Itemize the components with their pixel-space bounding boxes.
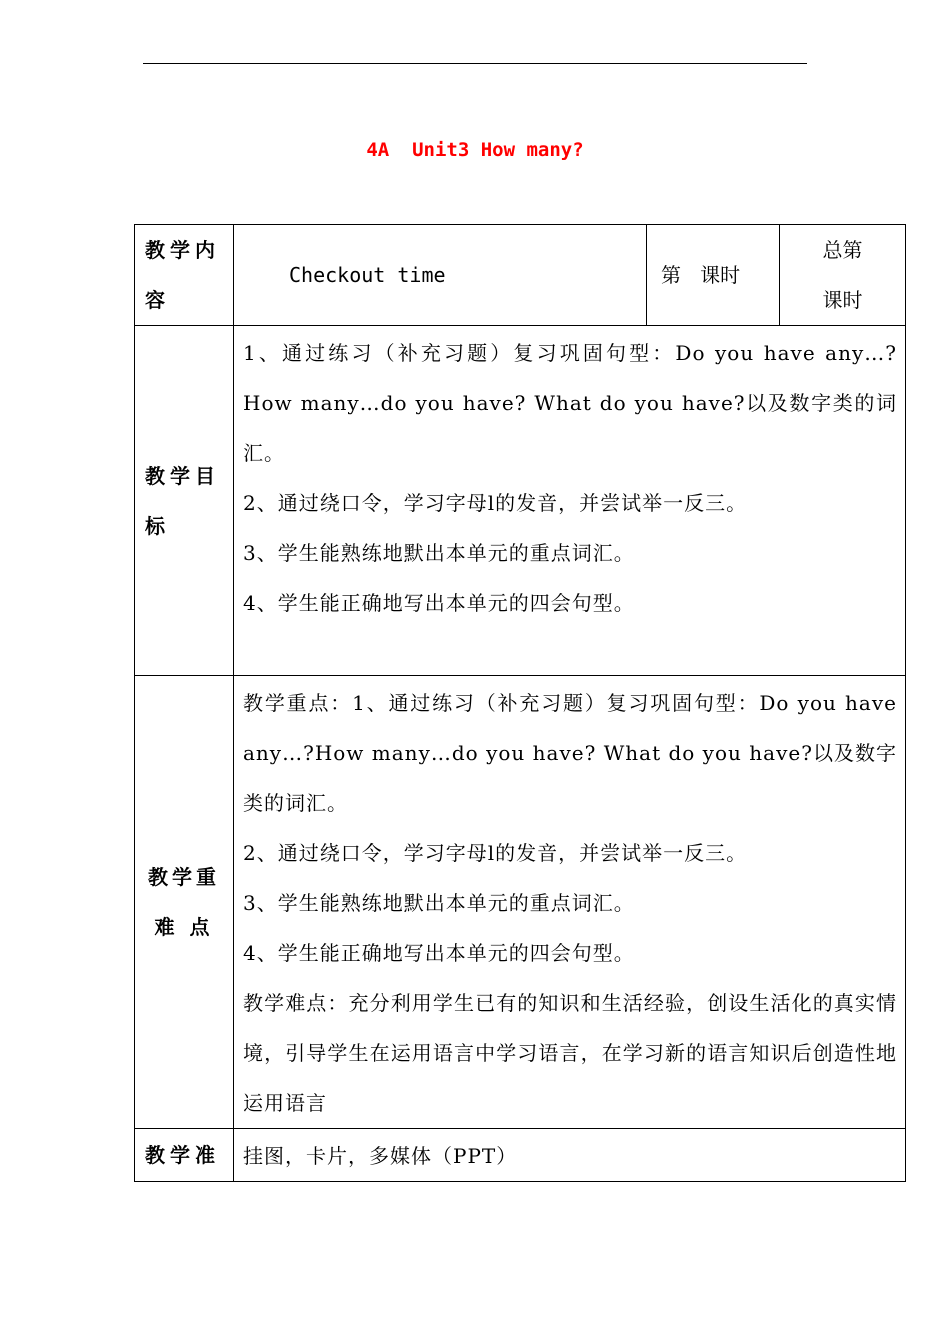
key-point-item: 教学重点：1、通过练习（补充习题）复习巩固句型：Do you have any…?How many…do you have? What do you have?以及数字类的词汇。 <box>243 691 897 815</box>
lesson-plan-table <box>134 224 906 1182</box>
total-lesson-line2: 课时 <box>822 288 863 312</box>
document-title: 4A Unit3 How many? <box>366 139 584 161</box>
key-points-label-line1: 教学重 <box>148 865 220 889</box>
key-point-item: 2、通过绕口令，学习字母l的发音，并尝试举一反三。 <box>243 841 748 865</box>
goal-item: 1、通过练习（补充习题）复习巩固句型：Do you have any…?How many…do you have? What do you have?以及数字类的词汇。 <box>243 341 897 465</box>
goal-item: 2、通过绕口令，学习字母l的发音，并尝试举一反三。 <box>243 491 748 515</box>
key-points-label <box>135 676 234 1129</box>
teaching-prep-row <box>135 1129 906 1182</box>
difficulty-item: 教学难点：充分利用学生已有的知识和生活经验，创设生活化的真实情境，引导学生在运用语言中学习语言，在学习新的语言知识后创造性地运用语言 <box>243 991 897 1115</box>
key-point-item: 4、学生能正确地写出本单元的四会句型。 <box>243 941 635 965</box>
key-point-item: 3、学生能熟练地默出本单元的重点词汇。 <box>243 891 635 915</box>
header-rule <box>143 63 807 64</box>
total-lesson-line1: 总第 <box>822 238 863 262</box>
goal-item: 3、学生能熟练地默出本单元的重点词汇。 <box>243 541 635 565</box>
key-points-label-line2: 难 点 <box>154 915 214 939</box>
goal-item: 4、学生能正确地写出本单元的四会句型。 <box>243 591 635 615</box>
teaching-prep-content: 挂图，卡片，多媒体（PPT） <box>234 1129 906 1182</box>
lesson-topic: Checkout time <box>234 225 647 326</box>
teaching-goals-label: 教学目标 <box>135 326 234 676</box>
teaching-goals-content <box>234 326 906 676</box>
teaching-prep-label: 教学准 <box>135 1129 234 1182</box>
key-points-content <box>234 676 906 1129</box>
lesson-number: 第 课时 <box>647 225 780 326</box>
teaching-content-label: 教学内容 <box>135 225 234 326</box>
teaching-content-row <box>135 225 906 326</box>
teaching-goals-row <box>135 326 906 676</box>
key-points-row <box>135 676 906 1129</box>
total-lesson-number <box>780 225 906 326</box>
